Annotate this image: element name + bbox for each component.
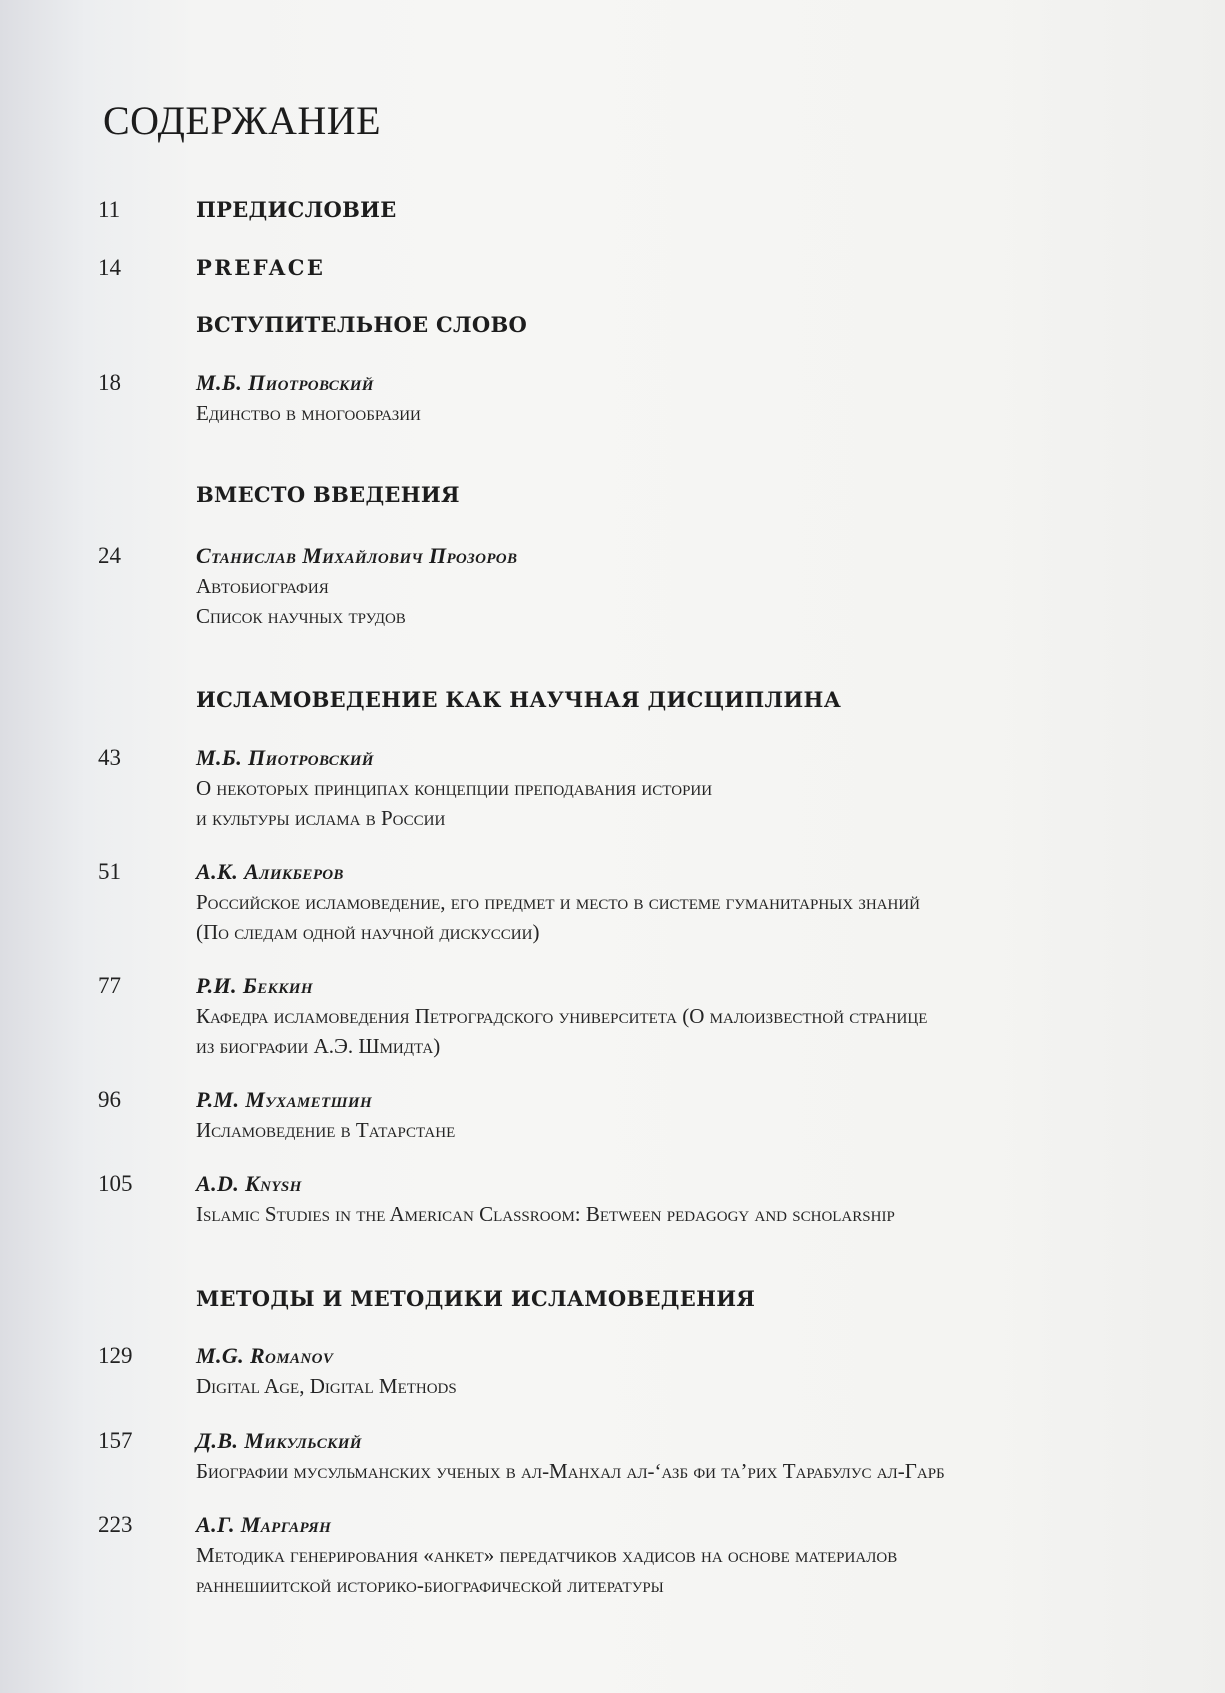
article-title: Единство в многообразии	[196, 401, 421, 425]
author-name: М.Б. Пиотровский	[196, 370, 374, 395]
article-title: Digital Age, Digital Methods	[196, 1374, 457, 1398]
article-title: Методика генерирования «анкет» передатчиков хадисов на основе материалов	[196, 1543, 898, 1567]
author-name: A.D. Knysh	[196, 1171, 302, 1196]
article-title: (По следам одной научной дискуссии)	[196, 920, 540, 944]
author-name: M.G. Romanov	[196, 1343, 334, 1368]
article-title-part: Биографии мусульманских ученых в ал-Манхал ал-‘азб фи та’рих Тарабулус ал-Гарб	[196, 1459, 945, 1483]
article-title: Российское исламоведение, его предмет и место в системе гуманитарных знаний	[196, 890, 921, 914]
article-title: Исламоведение в Татарстане	[196, 1118, 456, 1142]
page-number: 14	[98, 255, 121, 280]
author-name: М.Б. Пиотровский	[196, 745, 374, 770]
author-name: А.Г. Маргарян	[196, 1512, 332, 1537]
section-heading: ПРЕДИСЛОВИЕ	[196, 197, 397, 222]
page-number: 43	[98, 745, 121, 770]
section-heading: ВСТУПИТЕЛЬНОЕ СЛОВО	[196, 312, 528, 337]
article-title: Кафедра исламоведения Петроградского университета (О малоизвестной странице	[196, 1004, 928, 1028]
author-name: Станислав Михайлович Прозоров	[196, 543, 518, 568]
article-title: и культуры ислама в России	[196, 806, 446, 830]
author-name: Р.И. Беккин	[196, 973, 313, 998]
page-number: 96	[98, 1087, 121, 1112]
page-number: 24	[98, 543, 121, 568]
page-number: 105	[98, 1171, 133, 1196]
page-number: 51	[98, 859, 121, 884]
page-number: 223	[98, 1512, 133, 1537]
article-title: О некоторых принципах концепции преподавания истории	[196, 776, 713, 800]
page-number: 18	[98, 370, 121, 395]
page-number: 157	[98, 1428, 133, 1453]
article-title: Islamic Studies in the American Classroom: Between pedagogy and scholarship	[196, 1202, 895, 1226]
article-title: из биографии А.Э. Шмидта)	[196, 1034, 441, 1058]
section-heading: PREFACE	[196, 255, 326, 280]
author-name: Д.В. Микульский	[196, 1428, 362, 1453]
author-name: А.К. Аликберов	[196, 859, 344, 884]
article-title: Автобиография	[196, 574, 329, 598]
section-heading: ИСЛАМОВЕДЕНИЕ КАК НАУЧНАЯ ДИСЦИПЛИНА	[196, 687, 842, 712]
page-number: 11	[98, 197, 121, 222]
page-title: СОДЕРЖАНИЕ	[103, 98, 382, 143]
article-title: раннешиитской историко-биографической литературы	[196, 1573, 664, 1597]
author-name: Р.М. Мухаметшин	[196, 1087, 373, 1112]
page-number: 129	[98, 1343, 133, 1368]
section-heading: ВМЕСТО ВВЕДЕНИЯ	[196, 482, 460, 507]
section-heading: МЕТОДЫ И МЕТОДИКИ ИСЛАМОВЕДЕНИЯ	[196, 1286, 756, 1311]
article-title	[196, 1457, 945, 1485]
page-number: 77	[98, 973, 121, 998]
article-title: Список научных трудов	[196, 604, 406, 628]
